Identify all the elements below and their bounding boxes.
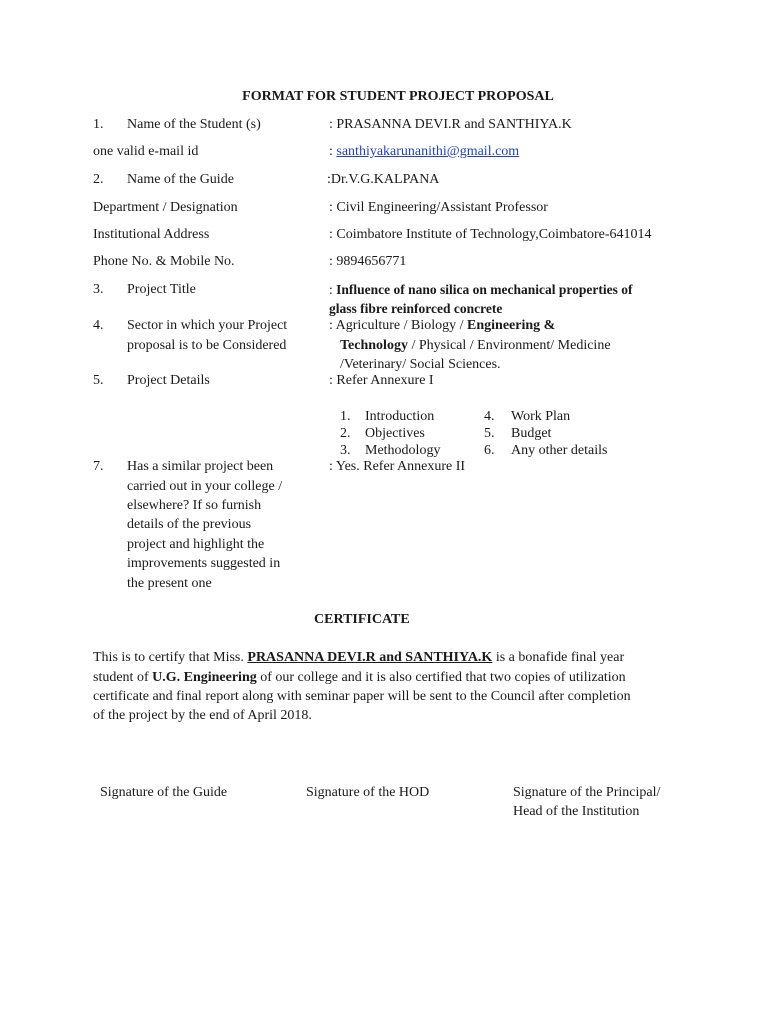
project-title-label: Project Title [127,282,196,297]
certificate-text: This is to certify that Miss. [93,650,248,665]
details-item-number: 6. [484,443,495,458]
phone-value: : 9894656771 [329,254,407,269]
details-item: Any other details [511,443,608,458]
email-link[interactable]: santhiyakarunanithi@gmail.com [336,144,520,159]
row-number: 1. [93,117,104,132]
department-value: : Civil Engineering/Assistant Professor [329,200,548,215]
certificate-line2 [93,668,626,687]
signature-guide: Signature of the Guide [100,785,228,800]
department-label: Department / Designation [93,200,238,215]
page-title: FORMAT FOR STUDENT PROJECT PROPOSAL [242,89,554,104]
row-number: 5. [93,373,104,388]
phone-label: Phone No. & Mobile No. [93,254,235,269]
similar-label-line: Has a similar project been [127,459,274,474]
sector-label-line2: proposal is to be Considered [127,338,287,353]
email-value-wrap [329,142,519,161]
sector-value-line1 [329,316,555,335]
details-item: Introduction [365,409,435,424]
similar-label-line: details of the previous [127,517,252,532]
signature-hod: Signature of the HOD [306,785,430,800]
sector-options-text: : Agriculture / Biology / [329,318,468,333]
row-number: 2. [93,172,104,187]
details-item: Objectives [365,426,425,441]
similar-label-line: improvements suggested in [127,556,281,571]
similar-value: : Yes. Refer Annexure II [329,459,466,474]
details-item-number: 5. [484,426,495,441]
similar-label-line: project and highlight the [127,537,265,552]
certificate-text: is a bonafide final year [492,650,625,665]
sector-selected: Engineering & [467,318,556,333]
details-item-number: 1. [340,409,351,424]
details-item: Methodology [365,443,441,458]
guide-label: Name of the Guide [127,172,234,187]
similar-label-line: elsewhere? If so furnish [127,498,262,513]
project-title-text: Influence of nano silica on mechanical properties of [336,282,633,297]
certificate-line4: of the project by the end of April 2018. [93,708,312,723]
colon: : [329,144,337,159]
email-label: one valid e-mail id [93,144,199,159]
similar-label-line: carried out in your college / [127,479,283,494]
student-name-value: : PRASANNA DEVI.R and SANTHIYA.K [329,117,572,132]
row-number: 3. [93,282,104,297]
sector-value-line3: /Veterinary/ Social Sciences. [340,357,501,372]
course-name: U.G. Engineering [152,670,257,685]
details-item: Budget [511,426,552,441]
details-item-number: 4. [484,409,495,424]
similar-label-line: the present one [127,576,212,591]
address-label: Institutional Address [93,227,210,242]
sector-label-line1: Sector in which your Project [127,318,288,333]
project-title-value-line2: glass fibre reinforced concrete [329,301,503,316]
details-item-number: 2. [340,426,351,441]
student-name-label: Name of the Student (s) [127,117,261,132]
signature-principal-line2: Head of the Institution [513,804,640,819]
sector-selected: Technology [340,338,408,353]
details-item: Work Plan [511,409,571,424]
project-title-value-line1 [329,280,633,299]
sector-options-text: / Physical / Environment/ Medicine [407,338,611,353]
address-value: : Coimbatore Institute of Technology,Coimbatore-641014 [329,227,652,242]
row-number: 7. [93,459,104,474]
sector-value-line2 [340,336,611,355]
details-value: : Refer Annexure I [329,373,434,388]
certificate-heading: CERTIFICATE [314,612,410,627]
details-item-number: 3. [340,443,351,458]
row-number: 4. [93,318,104,333]
student-names: PRASANNA DEVI.R and SANTHIYA.K [247,650,493,665]
certificate-line1 [93,648,624,667]
guide-value: :Dr.V.G.KALPANA [327,172,440,187]
signature-principal: Signature of the Principal/ [513,785,661,800]
details-label: Project Details [127,373,210,388]
certificate-text: of our college and it is also certified that two copies of utilization [256,670,626,685]
certificate-line3: certificate and final report along with seminar paper will be sent to the Council after completion [93,689,631,704]
colon: : [329,282,337,297]
certificate-text: student of [93,670,153,685]
